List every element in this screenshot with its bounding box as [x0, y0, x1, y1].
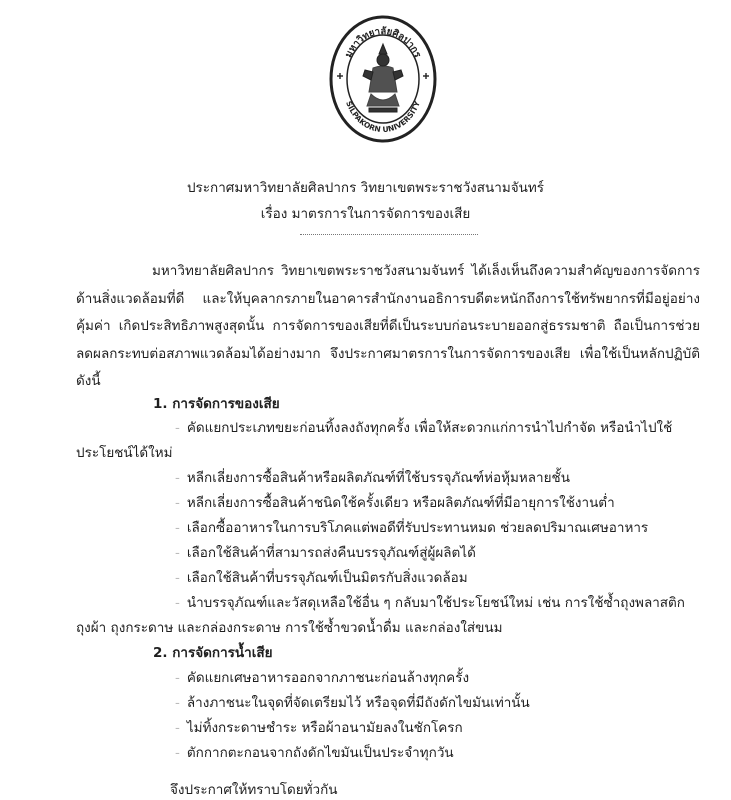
svg-text:มหาวิทยาลัยศิลปากร: มหาวิทยาลัยศิลปากร — [343, 25, 423, 60]
section-2-heading: 2. การจัดการน้ำเสีย — [153, 645, 273, 661]
announcement-subject: เรื่อง มาตรการในการจัดการของเสีย — [260, 206, 471, 222]
list-item: - คัดแยกประเภทขยะก่อนทิ้งลงถังทุกครั้ง เพื่อให้สะดวกแก่การนำไปกำจัด หรือนำไปใช้ — [175, 420, 673, 436]
list-item: - ตักกากตะกอนจากถังดักไขมันเป็นประจำทุกวัน — [175, 745, 454, 761]
dotted-divider — [300, 234, 478, 235]
list-item-continuation: ถุงผ้า ถุงกระดาษ และกล่องกระดาษ การใช้ซ้ำขวดน้ำดื่ม และกล่องใส่ขนม — [76, 620, 503, 636]
list-item-continuation: ประโยชน์ได้ใหม่ — [76, 445, 173, 461]
closing-statement: จึงประกาศให้ทราบโดยทั่วกัน — [170, 782, 338, 798]
list-item: - เลือกใช้สินค้าที่บรรจุภัณฑ์เป็นมิตรกับสิ่งแวดล้อม — [175, 570, 468, 586]
list-item: - คัดแยกเศษอาหารออกจากภาชนะก่อนล้างทุกครั้ง — [175, 670, 470, 686]
svg-text:SILPAKORN UNIVERSITY: SILPAKORN UNIVERSITY — [344, 99, 422, 135]
list-item: - ล้างภาชนะในจุดที่จัดเตรียมไว้ หรือจุดที่มีถังดักไขมันเท่านั้น — [175, 695, 530, 711]
list-item: - เลือกใช้สินค้าที่สามารถส่งคืนบรรจุภัณฑ์สู่ผู้ผลิตได้ — [175, 545, 476, 561]
announcement-title: ประกาศมหาวิทยาลัยศิลปากร วิทยาเขตพระราชวังสนามจันทร์ — [186, 180, 545, 196]
list-item: - เลือกซื้ออาหารในการบริโภคแต่พอดีที่รับประทานหมด ช่วยลดปริมาณเศษอาหาร — [175, 520, 649, 536]
intro-paragraph: มหาวิทยาลัยศิลปากร วิทยาเขตพระราชวังสนามจันทร์ ได้เล็งเห็นถึงความสำคัญของการจัดการด้านสิ่งแวดล้อมที่ดี และให้บุคลากรภายในอาคารสำนักงานอธิการบดีตะหนักถึงการใช้ทรัพยากรที่มีอยู่อย่างคุ้มค่า เกิดประสิทธิภาพสูงสุดนั้น การจัดการของเสียที่ดีเป็นระบบก่อนระบายออกสู่ธรรมชาติ ถือเป็นการช่วยลดผลกระทบต่อสภาพแวดล้อมได้อย่างมาก จึงประกาศมาตรการในการจัดการของเสีย เพื่อใช้เป็นหลักปฏิบัติดังนี้ — [76, 263, 700, 389]
university-seal-logo — [329, 14, 437, 144]
list-item: - ไม่ทิ้งกระดาษชำระ หรือผ้าอนามัยลงในชักโครก — [175, 720, 463, 736]
list-item: - หลีกเลี่ยงการซื้อสินค้าชนิดใช้ครั้งเดียว หรือผลิตภัณฑ์ที่มีอายุการใช้งานต่ำ — [175, 495, 615, 511]
section-1-heading: 1. การจัดการของเสีย — [153, 396, 280, 412]
list-item: - หลีกเลี่ยงการซื้อสินค้าหรือผลิตภัณฑ์ที่ใช้บรรจุภัณฑ์ห่อหุ้มหลายชั้น — [175, 470, 570, 486]
list-item: - นำบรรจุภัณฑ์และวัสดุเหลือใช้อื่น ๆ กลับมาใช้ประโยชน์ใหม่ เช่น การใช้ซ้ำถุงพลาสติก — [175, 595, 685, 611]
